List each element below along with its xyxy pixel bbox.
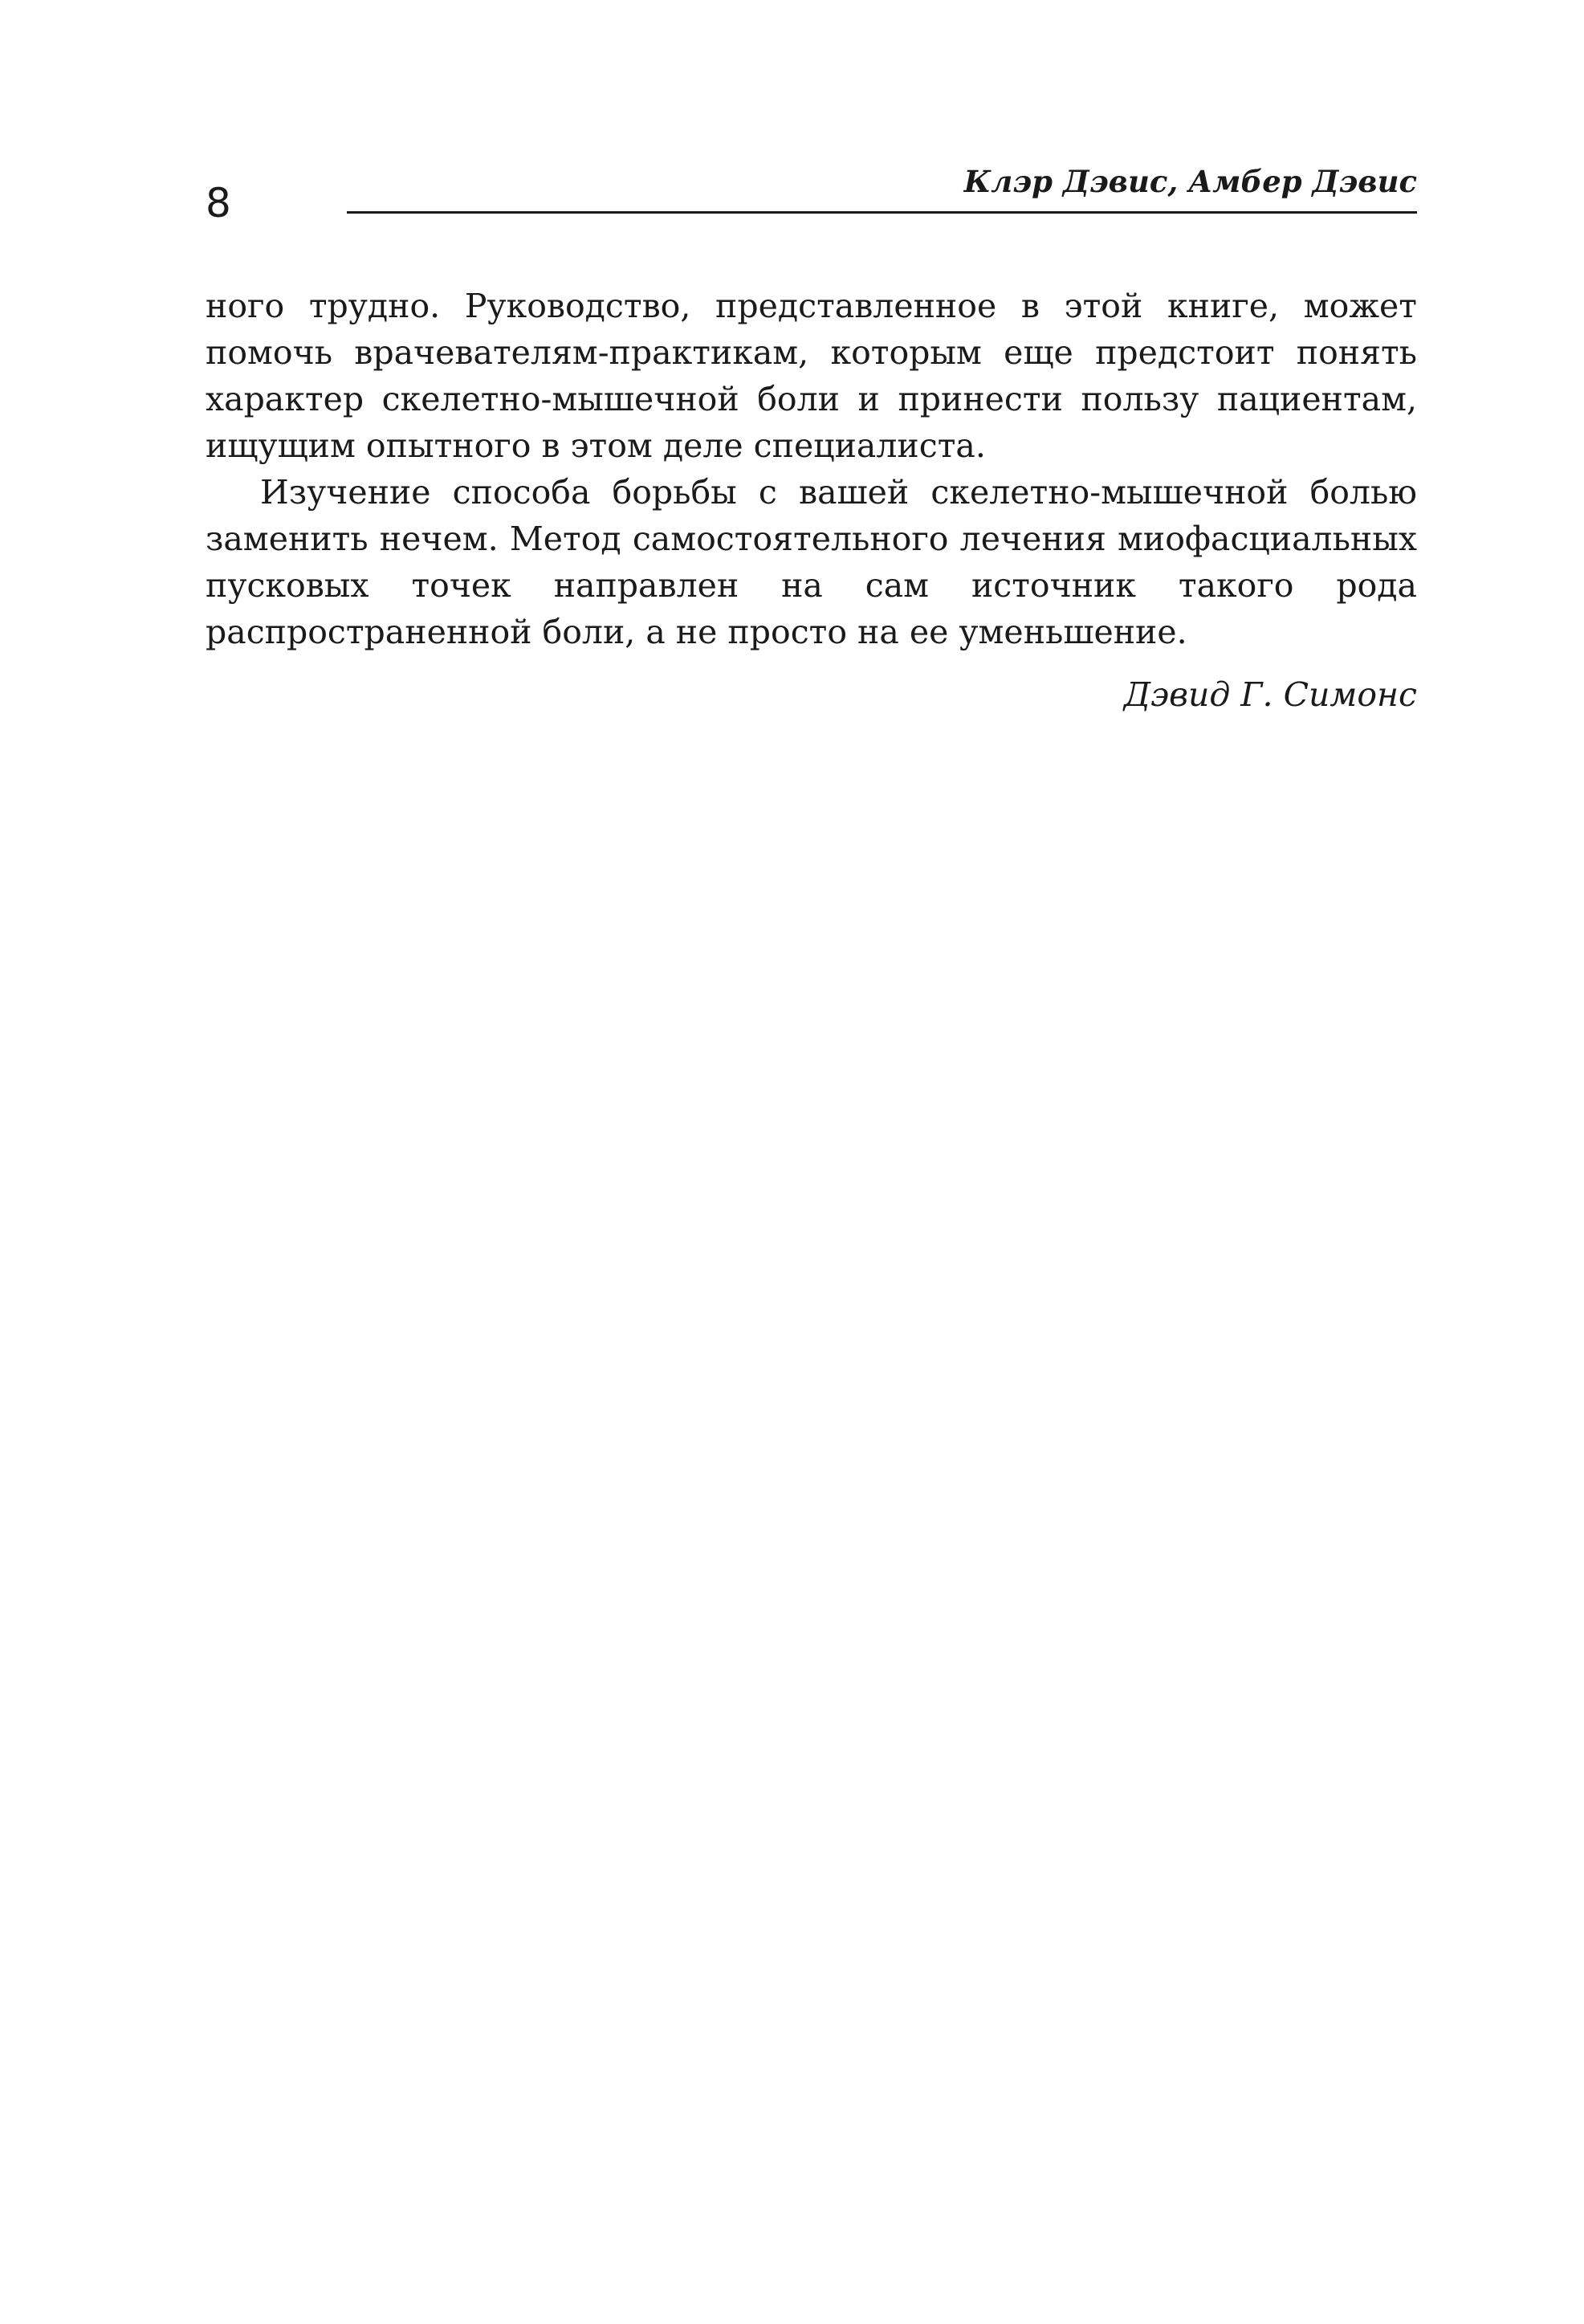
- running-head: Клэр Дэвис, Амбер Дэвис: [963, 164, 1417, 199]
- page-number: 8: [206, 180, 231, 226]
- body-text: [206, 283, 1417, 655]
- paragraph-continuation: ного трудно. Руководство, представленное в этой книге, может помочь врачевателям-практикам, которым еще предстоит понять характер скелетно-мышечной боли и принести пользу пациентам, ищущим опытного в этом деле специалиста.: [206, 287, 1417, 465]
- paragraph: Изучение способа борьбы с вашей скелетно-мышечной болью заменить нечем. Метод самостоятельного лечения миофасциальных пусковых точек направлен на сам источник такого рода распространенной боли, а не просто на ее уменьшение.: [206, 473, 1417, 651]
- signature: Дэвид Г. Симонс: [1123, 675, 1417, 714]
- header-rule: [347, 211, 1417, 214]
